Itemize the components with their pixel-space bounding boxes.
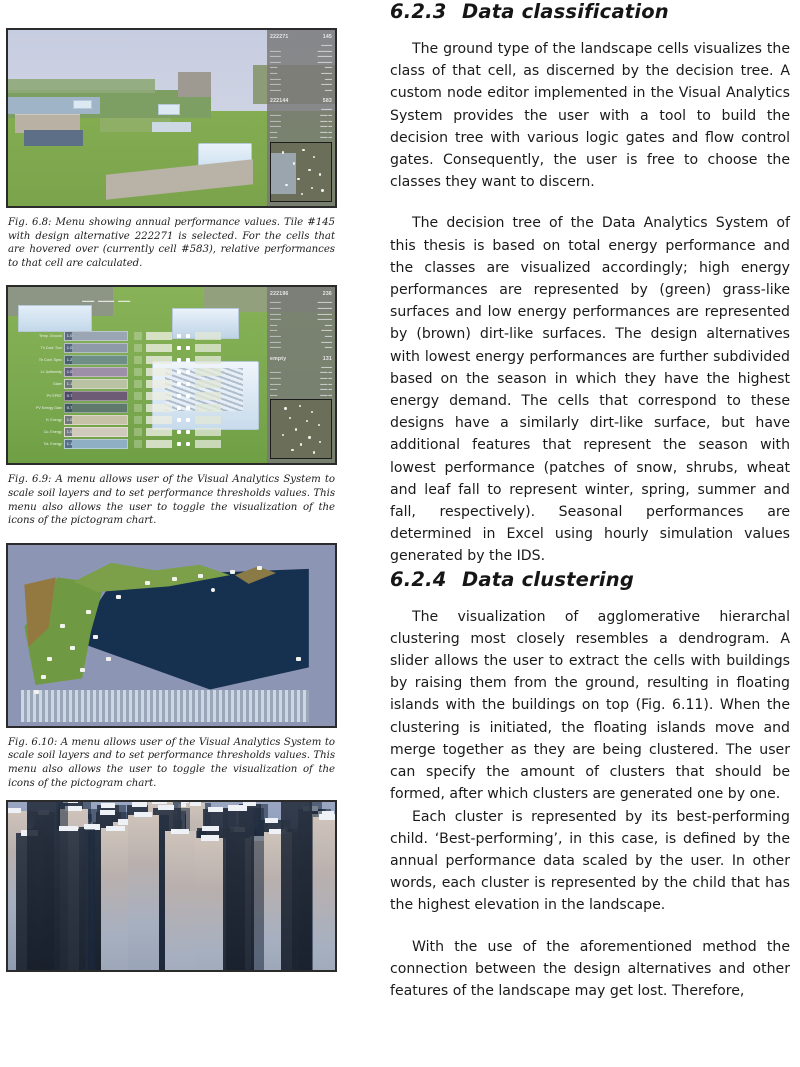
stats-row: ▬▬▬ ▬▬ ▬ — [270, 118, 332, 123]
figure-6-9-image — [6, 285, 337, 465]
section-number: 6.2.4 — [390, 567, 447, 591]
hovered-design-id: empty — [270, 355, 287, 362]
figure-6-8 — [6, 28, 337, 270]
floating-island-pillar — [101, 828, 132, 972]
slider-label: Temp. Ground — [39, 333, 62, 338]
threshold-value-box[interactable] — [195, 380, 221, 388]
visibility-checkbox[interactable] — [177, 418, 181, 422]
threshold-value-box[interactable] — [146, 404, 172, 412]
pictogram-toggle-icon[interactable] — [134, 404, 142, 412]
slider-label: PV Energy Gain — [36, 405, 62, 410]
visibility-checkbox[interactable] — [177, 346, 181, 350]
pillar-top-building — [101, 803, 114, 808]
slider-track[interactable] — [64, 427, 128, 437]
stats-panel-hovered-header — [270, 98, 332, 104]
minimap-water — [271, 153, 296, 194]
pillar-top-building — [100, 810, 115, 815]
threshold-slider-row[interactable] — [18, 438, 227, 450]
floating-island-pillar — [195, 838, 226, 972]
pillar-top-building — [202, 826, 219, 831]
slider-track[interactable] — [64, 355, 128, 365]
stats-row: ▬▬▬ ▬▬ — [270, 76, 332, 81]
soil-layer-base — [21, 690, 309, 723]
figure-6-10 — [6, 543, 337, 790]
slider-value: 1.2 — [66, 357, 73, 363]
building — [158, 104, 180, 115]
pillar-top-building — [201, 835, 220, 840]
slider-label: Th Conf. Sun — [40, 345, 62, 350]
threshold-slider-row[interactable] — [18, 426, 227, 438]
stats-row: ▬▬▬ ▬▬ ▬ — [270, 370, 332, 375]
threshold-value-box[interactable] — [195, 416, 221, 424]
stats-panel-hovered-header — [270, 356, 332, 362]
figure-6-11 — [6, 800, 337, 972]
slider-track[interactable] — [64, 343, 128, 353]
stats-row: ▬▬ ▬▬ ▬ — [270, 129, 332, 134]
section-title: Data classification — [462, 0, 669, 23]
slider-value: 1.0 — [66, 429, 73, 435]
pillar-top-building — [319, 814, 337, 819]
floating-island-pillar — [54, 829, 85, 972]
stats-row: ▬▬▬ ▬▬ — [270, 345, 332, 350]
threshold-value-box[interactable] — [195, 332, 221, 340]
text-column — [345, 0, 800, 1067]
stats-row: ▬▬▬ — [321, 364, 332, 369]
water-pond-3 — [152, 122, 191, 133]
menu-header-label: ▬▬▬ — [82, 297, 95, 303]
figure-6-8-caption: Fig. 6.8: Menu showing annual performance values. Tile #145 with design alternative 222271 is selected. For the cells that are hovered over (currently cell #583), relative performances to that cell are calculated. — [8, 217, 335, 269]
hovered-tile-id: 131 — [322, 355, 332, 362]
threshold-slider-list[interactable] — [18, 330, 227, 450]
slider-track[interactable] — [64, 439, 128, 449]
pillar-top-building — [134, 812, 153, 817]
pictogram-toggle-icon[interactable] — [134, 392, 142, 400]
pictogram-toggle-icon[interactable] — [134, 440, 142, 448]
stats-row: ▬▬▬ ▬▬ — [270, 87, 332, 92]
threshold-value-box[interactable] — [146, 368, 172, 376]
pillar-top-building — [6, 808, 21, 813]
pillar-top-building — [190, 800, 201, 805]
menu-header-label: ▬▬▬ — [118, 297, 131, 303]
slider-label: Tot. Energy — [43, 441, 62, 446]
paragraph: With the use of the aforementioned method the connection between the design alternatives and other features of the landscape may get lost. Therefore, — [390, 938, 790, 999]
threshold-slider-row[interactable] — [18, 402, 227, 414]
stats-row: ▬▬▬ ▬▬▬▬ — [270, 317, 332, 322]
stats-row: ▬▬▬ ▬▬ ▬ — [270, 381, 332, 386]
paragraph: The decision tree of the Data Analytics System of this thesis is based on total energy performance and the classes are visualized accordingly; high energy performances are represented by (green) grass-like surfaces and low energy performances are represented by (brown) dirt-like surfaces. The design alternatives with lowest energy performances are further subdivided based on the season in which they have the highest energy demand. The cells that correspond to these designs have a similarly dirt-like surface, but have additional features that represent the season with lowest performance (patches of snow, shrubs, wheat and leaf fall to represent winter, spring, summer and fall, respectively). Seasonal performances are determined in Excel using hourly simulation values generated by the IDS. — [390, 215, 790, 565]
pillar-top-building — [286, 800, 305, 801]
stats-rows-selected — [270, 300, 332, 350]
stats-row: ▬▬ ▬▬ ▬ — [270, 135, 332, 140]
threshold-slider-row[interactable] — [18, 414, 227, 426]
visibility-checkbox[interactable] — [186, 358, 190, 362]
threshold-value-box[interactable] — [146, 332, 172, 340]
stats-row: ▬▬▬ ▬▬ ▬ — [270, 375, 332, 380]
slider-value: 0.7 — [66, 405, 73, 411]
stats-row: ▬▬▬ ▬▬ ▬ — [270, 112, 332, 117]
section-heading-6-2-3 — [390, 0, 790, 24]
threshold-slider-row[interactable] — [18, 366, 227, 378]
slider-label: Co. Energy — [43, 429, 62, 434]
visibility-checkbox[interactable] — [177, 370, 181, 374]
visibility-checkbox[interactable] — [186, 334, 190, 338]
stats-row: ▬▬ ▬▬ ▬ — [270, 392, 332, 397]
section-heading-6-2-4 — [390, 568, 790, 592]
section-title: Data clustering — [462, 567, 635, 591]
figure-6-9-caption: Fig. 6.9: A menu allows user of the Visual Analytics System to scale soil layers and to set performance thresholds values. This menu also allows the user to toggle the visualization of the icons of the pictogram chart. — [8, 474, 335, 527]
visibility-checkbox[interactable] — [186, 406, 190, 410]
figure-6-11-image — [6, 800, 337, 972]
visibility-checkbox[interactable] — [186, 382, 190, 386]
paragraph: The ground type of the landscape cells visualizes the class of that cell, as discerned by the decision tree. A custom node editor implemented in the Visual Analytics System provides the user with a tool to build the decision tree with various logic gates and flow control gates. Consequently, the user is free to choose the classes they want to discern. — [390, 41, 790, 191]
slider-label: H. Energy — [45, 417, 62, 422]
floating-island-pillar — [165, 831, 196, 972]
stats-row: ▬▬▬ ▬▬ ▬ — [270, 124, 332, 129]
pillar-top-building — [59, 826, 78, 831]
slider-track[interactable] — [64, 367, 128, 377]
pillar-top-building — [208, 807, 223, 812]
figure-6-9 — [6, 285, 337, 527]
pillar-top-building — [158, 805, 175, 810]
threshold-value-box[interactable] — [195, 440, 221, 448]
visibility-checkbox[interactable] — [177, 430, 181, 434]
threshold-value-box[interactable] — [195, 356, 221, 364]
visibility-checkbox[interactable] — [177, 382, 181, 386]
pillar-top-building — [132, 802, 147, 807]
slider-label: Glare — [53, 381, 62, 386]
pillar-top-building — [265, 818, 278, 823]
stats-panel-selected-header — [270, 291, 332, 297]
figure-column — [0, 0, 345, 1067]
slider-label: Th Conf. Spec — [38, 357, 62, 362]
floating-island-pillar — [313, 817, 337, 972]
visibility-checkbox[interactable] — [177, 406, 181, 410]
slider-track[interactable] — [64, 331, 128, 341]
threshold-value-box[interactable] — [146, 392, 172, 400]
visibility-checkbox[interactable] — [177, 358, 181, 362]
figure-6-10-caption: Fig. 6.10: A menu allows user of the Visual Analytics System to scale soil layers and to set performance thresholds values. This menu also allows the user to toggle the visualization of the icons of the pictogram chart. — [8, 736, 335, 789]
stats-row: ▬▬▬ ▬▬▬ — [270, 339, 332, 344]
stats-panel — [267, 287, 335, 463]
stats-row: ▬▬▬ ▬▬▬▬ — [270, 59, 332, 64]
slider-value: 1.0 — [66, 345, 73, 351]
threshold-value-box[interactable] — [146, 416, 172, 424]
building — [18, 305, 92, 332]
threshold-value-box[interactable] — [195, 404, 221, 412]
floating-island-pillar — [223, 808, 254, 972]
stats-row: ▬▬▬ ▬▬▬▬ — [270, 300, 332, 305]
visibility-checkbox[interactable] — [186, 430, 190, 434]
far-terraces — [8, 79, 155, 93]
minimap — [270, 399, 332, 459]
stats-row: ▬▬▬ ▬▬▬▬ — [270, 305, 332, 310]
figure-6-10-image — [6, 543, 337, 728]
threshold-slider-row[interactable] — [18, 378, 227, 390]
threshold-slider-row[interactable] — [18, 342, 227, 354]
threshold-value-box[interactable] — [146, 344, 172, 352]
stats-row: ▬▬▬ ▬▬▬▬ — [270, 54, 332, 59]
threshold-slider-row[interactable] — [18, 330, 227, 342]
building — [73, 100, 91, 109]
soil-layer-menu — [18, 298, 195, 307]
threshold-value-box[interactable] — [195, 344, 221, 352]
slider-value: 1.1 — [66, 381, 73, 387]
threshold-value-box[interactable] — [146, 440, 172, 448]
stats-row: ▬▬ ▬▬ — [270, 65, 332, 70]
slider-track[interactable] — [64, 391, 128, 401]
stats-rows-selected — [270, 43, 332, 93]
visibility-checkbox[interactable] — [177, 334, 181, 338]
pictogram-toggle-icon[interactable] — [134, 368, 142, 376]
threshold-value-box[interactable] — [195, 368, 221, 376]
threshold-value-box[interactable] — [146, 356, 172, 364]
hovered-design-id: 222144 — [270, 98, 289, 105]
pillar-top-building — [152, 800, 167, 804]
visibility-checkbox[interactable] — [186, 346, 190, 350]
pictogram-toggle-icon[interactable] — [134, 416, 142, 424]
stats-row: ▬▬▬ ▬▬▬ — [270, 82, 332, 87]
visibility-checkbox[interactable] — [186, 442, 190, 446]
paragraph: The visualization of agglomerative hierarchal clustering most closely resembles a dendrogram. A slider allows the user to extract the cells with buildings by raising them from the ground, resulting in floating islands with the buildings on top (Fig. 6.11). When the clustering is initiated, the floating islands move and merge together as they are being clustered. The user can specify the amount of clusters that should be formed, after which clusters are generated one by one. — [390, 608, 790, 803]
stats-row: ▬▬▬ ▬▬▬▬ — [270, 48, 332, 53]
stats-row: ▬▬ ▬▬ — [270, 322, 332, 327]
pillar-top-building — [228, 805, 247, 810]
selected-tile-id: 236 — [322, 291, 332, 298]
selected-design-id: 222196 — [270, 291, 289, 298]
pillar-top-building — [171, 829, 190, 834]
threshold-slider-row[interactable] — [18, 390, 227, 402]
menu-header-label: ▬▬▬▬ — [98, 297, 115, 303]
slider-track[interactable] — [64, 403, 128, 413]
selected-tile-id: 145 — [322, 34, 332, 40]
pictogram-toggle-icon[interactable] — [134, 428, 142, 436]
threshold-slider-row[interactable] — [18, 354, 227, 366]
stats-panel-selected-header — [270, 34, 332, 40]
slider-track[interactable] — [64, 379, 128, 389]
slider-label: Lt. Uniformity — [40, 369, 62, 374]
slider-value: 1.0 — [66, 333, 73, 339]
selected-design-id: 222271 — [270, 34, 289, 40]
water-pond-2 — [24, 130, 83, 146]
floating-island-pillar — [281, 800, 312, 972]
minimap — [270, 142, 332, 202]
pictogram-toggle-icon[interactable] — [134, 380, 142, 388]
visibility-checkbox[interactable] — [177, 394, 181, 398]
slider-value: 1.0 — [66, 369, 73, 375]
slider-track[interactable] — [64, 415, 128, 425]
stats-row: ▬▬▬ — [321, 43, 332, 47]
threshold-value-box[interactable] — [146, 428, 172, 436]
stats-row: ▬▬▬ — [321, 107, 332, 112]
stats-row: ▬▬▬ ▬▬ — [270, 333, 332, 338]
visibility-checkbox[interactable] — [186, 418, 190, 422]
stats-row: ▬▬▬ ▬▬▬▬ — [270, 311, 332, 316]
pictogram-toggle-icon[interactable] — [134, 332, 142, 340]
slider-label: PV EPBT — [46, 393, 62, 398]
slider-value: 1.0 — [66, 417, 73, 423]
visibility-checkbox[interactable] — [186, 370, 190, 374]
stats-row: ▬▬ ▬▬ ▬ — [270, 387, 332, 392]
floating-island-pillar — [128, 815, 159, 972]
figure-6-8-image — [6, 28, 337, 208]
slider-value: 0.7 — [66, 393, 73, 399]
pillar-top-building — [106, 826, 125, 831]
stats-row: ▬▬ ▬▬▬ — [270, 328, 332, 333]
stats-panel — [267, 30, 335, 206]
hovered-tile-id: 583 — [322, 98, 332, 105]
slider-value: 1.1 — [66, 441, 73, 447]
section-number: 6.2.3 — [390, 0, 447, 23]
far-tower — [178, 72, 211, 97]
threshold-value-box[interactable] — [195, 428, 221, 436]
threshold-value-box[interactable] — [195, 392, 221, 400]
pictogram-toggle-icon[interactable] — [134, 356, 142, 364]
visibility-checkbox[interactable] — [177, 442, 181, 446]
stats-row: ▬▬ ▬▬▬ — [270, 70, 332, 75]
visibility-checkbox[interactable] — [186, 394, 190, 398]
threshold-value-box[interactable] — [146, 380, 172, 388]
paragraph: Each cluster is represented by its best-performing child. ‘Best-performing’, in this case, is defined by the annual performance data scaled by the user. In other words, each cluster is represented by the child that has the highest elevation in the landscape. — [390, 808, 790, 914]
pictogram-toggle-icon[interactable] — [134, 344, 142, 352]
